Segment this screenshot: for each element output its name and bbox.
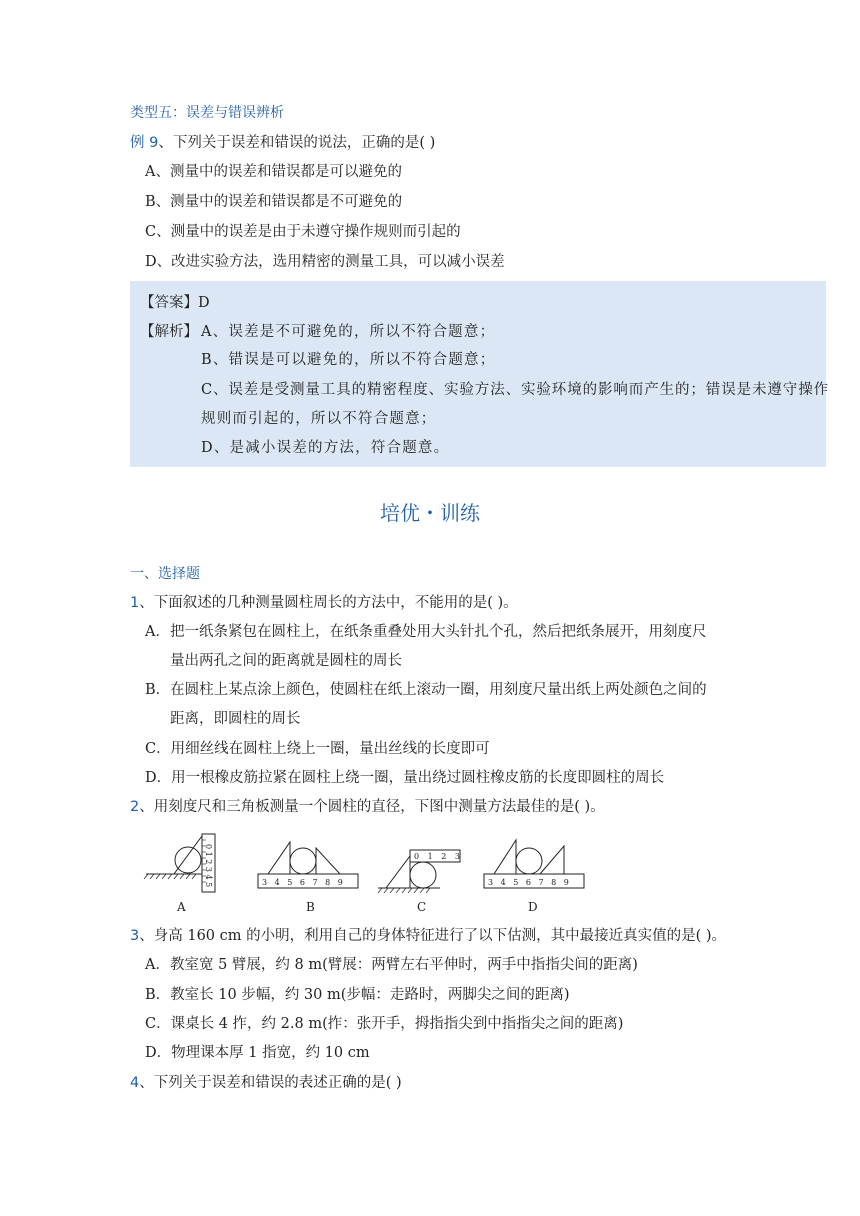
ruler-c-ticks: 0 1 2 3 <box>414 852 463 861</box>
part-title: 一、选择题 <box>130 566 200 582</box>
measurement-figure <box>140 832 590 918</box>
analysis-line-c: C、误差是受测量工具的精密程度、实验方法、实验环境的影响而产生的；错误是未遵守操作 <box>201 382 829 398</box>
question-4-stem: 、下列关于误差和错误的表述正确的是( ) <box>139 1075 402 1091</box>
ruler-d-ticks: 3 4 5 6 7 8 9 <box>488 878 572 887</box>
question-1-number: 1 <box>130 595 140 611</box>
question-2-number: 2 <box>130 799 140 815</box>
question-4-number: 4 <box>130 1075 140 1091</box>
q3-option-c: C．课桌长 4 拃，约 2.8 m(拃：张开手，拇指指尖到中指指尖之间的距离) <box>145 1016 624 1032</box>
ruler-a-ticks: 0 1 2 3 4 5 <box>204 844 213 888</box>
q1-option-a: A．把一纸条紧包在圆柱上，在纸条重叠处用大头针扎个孔，然后把纸条展开，用刻度尺 <box>145 624 707 640</box>
question-3-stem: 、身高 160 cm 的小明，利用自己的身体特征进行了以下估测，其中最接近真实值的是( )。 <box>139 928 727 944</box>
q3-option-d: D．物理课本厚 1 指宽，约 10 cm <box>145 1045 370 1061</box>
q1-option-c: C．用细丝线在圆柱上绕上一圈，量出丝线的长度即可 <box>145 741 490 757</box>
analysis-line-a: A、误差是不可避免的，所以不符合题意； <box>201 324 496 340</box>
figure-label-d: D <box>528 900 538 914</box>
q1-option-b: B．在圆柱上某点涂上颜色，使圆柱在纸上滚动一圈，用刻度尺量出纸上两处颜色之间的 <box>145 682 707 698</box>
q1-option-d: D．用一根橡皮筋拉紧在圆柱上绕一圈，量出绕过圆柱橡皮筋的长度即圆柱的周长 <box>145 770 665 786</box>
question-1-stem: 、下面叙述的几种测量圆柱周长的方法中，不能用的是( )。 <box>139 595 518 611</box>
q1-option-a-cont: 量出两孔之间的距离就是圆柱的周长 <box>170 653 402 669</box>
q1-option-b-cont: 距离，即圆柱的周长 <box>170 711 301 727</box>
question-2-stem: 、用刻度尺和三角板测量一个圆柱的直径，下图中测量方法最佳的是( )。 <box>139 799 605 815</box>
analysis-line-b: B、错误是可以避免的，所以不符合题意； <box>201 352 496 368</box>
question-1 <box>130 593 518 613</box>
analysis-line-d: D、是减小误差的方法，符合题意。 <box>201 440 450 456</box>
figure-label-b: B <box>306 900 315 914</box>
answer-line: 【答案】D <box>140 295 210 311</box>
figure-label-a: A <box>177 900 186 914</box>
example-option-a: A、测量中的误差和错误都是可以避免的 <box>145 164 402 180</box>
example-stem: 、下列关于误差和错误的说法，正确的是( ) <box>158 135 436 151</box>
ruler-b-ticks: 3 4 5 6 7 8 9 <box>262 878 346 887</box>
example-option-d: D、改进实验方法，选用精密的测量工具，可以减小误差 <box>145 254 505 270</box>
q3-option-a: A．教室宽 5 臂展，约 8 m(臂展：两臂左右平伸时，两手中指指尖间的距离) <box>145 957 638 973</box>
example-question <box>130 133 435 153</box>
example-option-b: B、测量中的误差和错误都是不可避免的 <box>145 194 403 210</box>
example-option-c: C、测量中的误差是由于未遵守操作规则而引起的 <box>145 224 461 240</box>
analysis-line-c-cont: 规则而引起的，所以不符合题意； <box>201 411 437 427</box>
question-3 <box>130 926 726 946</box>
question-2 <box>130 797 605 817</box>
q3-option-b: B．教室长 10 步幅，约 30 m(步幅：走路时，两脚尖之间的距离) <box>145 987 570 1003</box>
figure-label-c: C <box>417 900 427 914</box>
example-label: 例 9 <box>130 135 159 151</box>
question-3-number: 3 <box>130 928 140 944</box>
training-title: 培优・训练 <box>380 501 480 525</box>
question-4 <box>130 1073 402 1093</box>
analysis-label: 【解析】 <box>140 324 198 340</box>
section-title: 类型五：误差与错误辨析 <box>130 105 284 121</box>
